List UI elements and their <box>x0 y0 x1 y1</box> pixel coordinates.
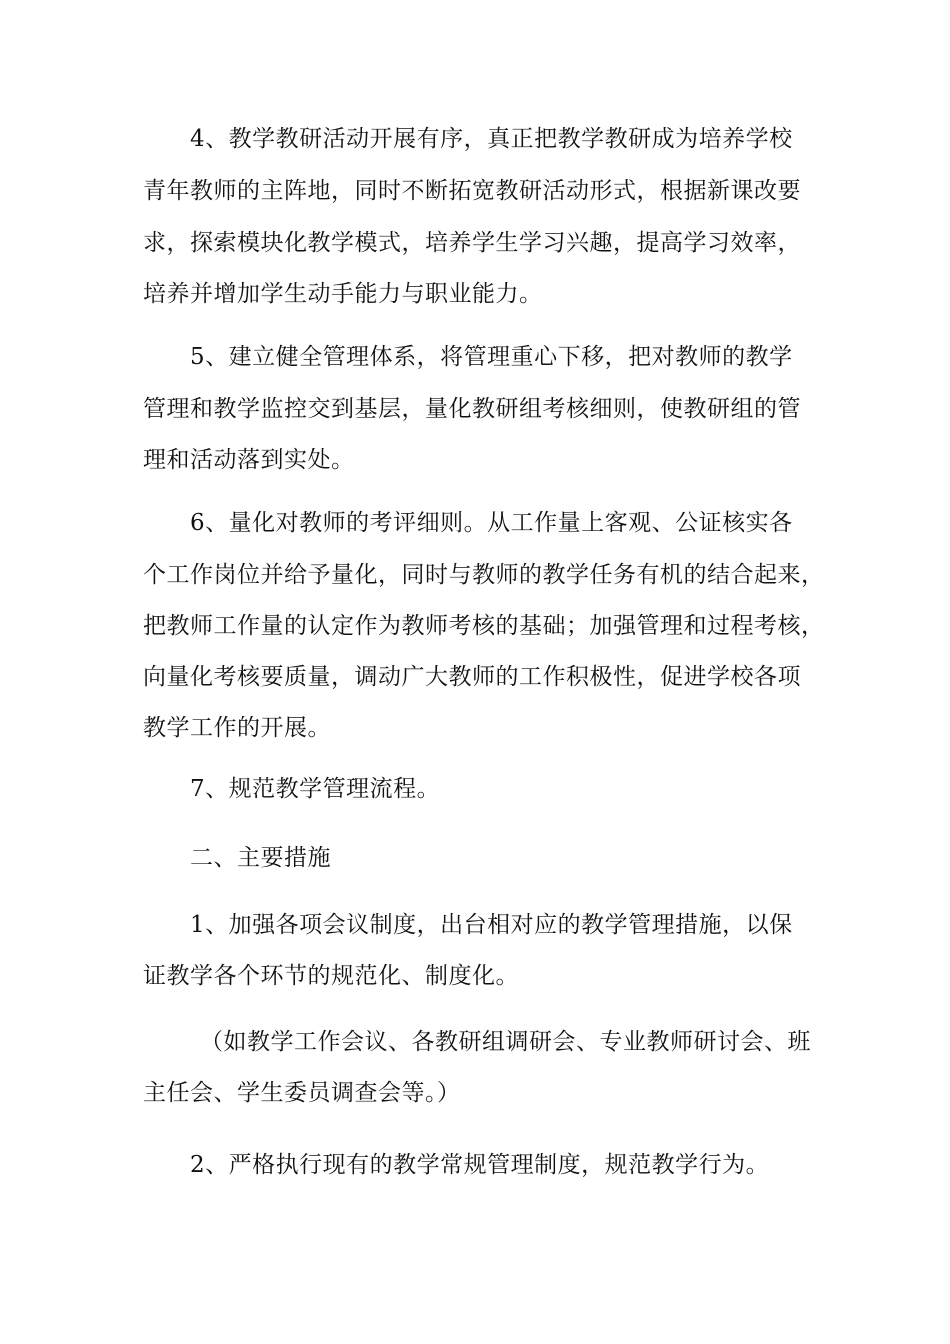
paragraph-4-line-2: 青年教师的主阵地，同时不断拓宽教研活动形式，根据新课改要 <box>143 178 801 204</box>
paragraph-5-line-3: 理和活动落到实处。 <box>143 447 355 473</box>
paragraph-6-line-4: 向量化考核要质量，调动广大教师的工作积极性，促进学校各项 <box>143 664 801 690</box>
paragraph-6-line-3: 把教师工作量的认定作为教师考核的基础；加强管理和过程考核， <box>143 613 825 639</box>
measure-1-note-line-2: 主任会、学生委员调查会等。） <box>143 1080 461 1106</box>
paragraph-5-line-1: 5、建立健全管理体系，将管理重心下移，把对教师的教学 <box>190 344 793 370</box>
measure-1-line-1: 1、加强各项会议制度，出台相对应的教学管理措施，以保 <box>190 912 793 938</box>
paragraph-5-line-2: 管理和教学监控交到基层，量化教研组考核细则，使教研组的管 <box>143 396 801 422</box>
measure-1-line-2: 证教学各个环节的规范化、制度化。 <box>143 963 519 989</box>
paragraph-4-line-3: 求，探索模块化教学模式，培养学生学习兴趣，提高学习效率， <box>143 230 801 256</box>
paragraph-6-line-5: 教学工作的开展。 <box>143 715 331 741</box>
paragraph-6-line-2: 个工作岗位并给予量化，同时与教师的教学任务有机的结合起来， <box>143 562 825 588</box>
paragraph-4-line-4: 培养并增加学生动手能力与职业能力。 <box>143 281 543 307</box>
measure-1-note-line-1: （如教学工作会议、各教研组调研会、专业教师研讨会、班 <box>200 1029 811 1055</box>
paragraph-7-line-1: 7、规范教学管理流程。 <box>190 776 441 802</box>
paragraph-6-line-1: 6、量化对教师的考评细则。从工作量上客观、公证核实各 <box>190 510 793 536</box>
section-heading: 二、主要措施 <box>190 845 331 871</box>
paragraph-4-line-1: 4、教学教研活动开展有序，真正把教学教研成为培养学校 <box>190 126 793 152</box>
measure-2-line-1: 2、严格执行现有的教学常规管理制度，规范教学行为。 <box>190 1152 770 1178</box>
